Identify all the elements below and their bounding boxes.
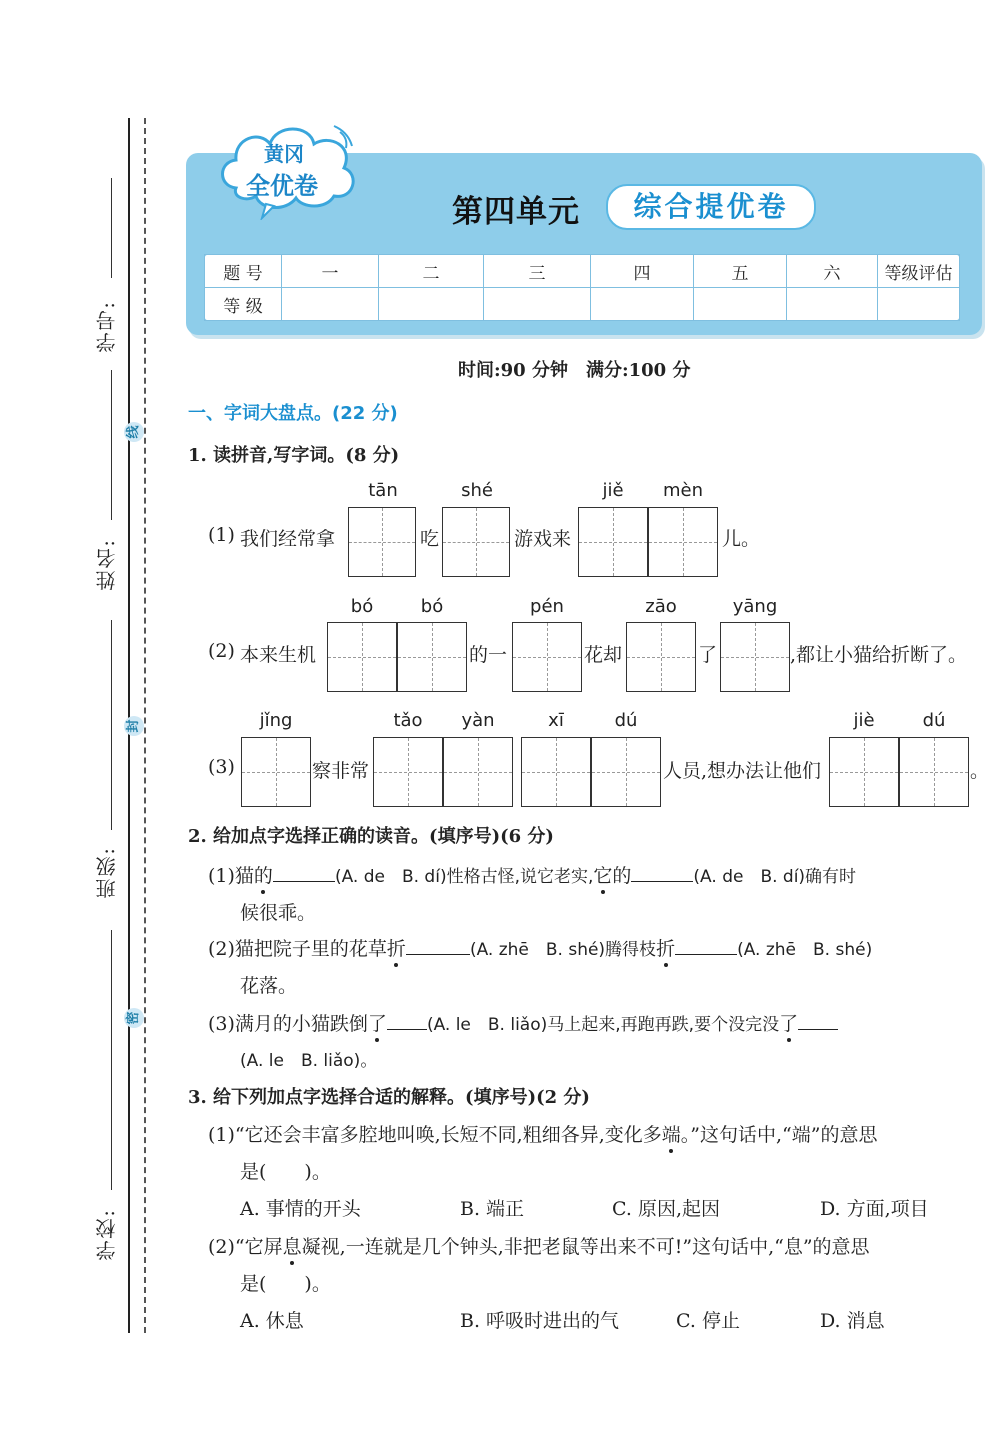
q2-title: 2. 给加点字选择正确的读音。(填序号)(6 分): [188, 826, 554, 847]
score-cell: 四: [591, 255, 694, 288]
score-cell: 一: [282, 255, 379, 288]
pinyin: bó: [350, 596, 374, 617]
dotted-char: 折: [386, 938, 406, 960]
pinyin: xī: [548, 710, 564, 731]
option: C. 停止: [676, 1310, 740, 1332]
dotted-char: 息: [282, 1236, 302, 1258]
text: (A. zhē B. shé)腾得枝: [469, 940, 657, 960]
dotted-char: 了: [367, 1013, 387, 1035]
school-label: 学校:: [95, 1208, 119, 1261]
text: 。”这句话中,“端”的意思: [680, 1124, 878, 1146]
text: (1)“它还会丰富多腔地叫唤,长短不同,粗细各异,变化多: [208, 1124, 662, 1146]
score-cell: 六: [787, 255, 878, 288]
answer-blank[interactable]: [675, 936, 737, 955]
grade-input-cell[interactable]: [379, 288, 484, 321]
unit-title: 第四单元: [452, 194, 580, 230]
q1-s2-text: 的一: [469, 644, 508, 666]
answer-blank[interactable]: [631, 863, 693, 882]
option: C. 原因,起因: [612, 1198, 720, 1220]
grade-input-cell[interactable]: [484, 288, 591, 321]
score-table-grade-row: [205, 288, 960, 321]
q2-item-2-cont: 花落。: [240, 975, 298, 997]
writing-box[interactable]: [397, 622, 467, 692]
dotted-char: 它: [593, 865, 613, 887]
q2-item-1-cont: 候很乖。: [240, 902, 317, 924]
text: (A. de B. dí)性格古怪,说它老实,: [334, 867, 594, 887]
q1-s3-text: 察非常: [312, 760, 370, 782]
pinyin: shé: [461, 480, 493, 501]
score-table: [204, 254, 960, 321]
dotted-char: 的: [253, 865, 273, 887]
text: 的: [612, 865, 632, 887]
q2-item-3-cont: (A. le B. liǎo)。: [240, 1051, 378, 1071]
q1-s1-text: 游戏来: [514, 528, 572, 550]
brand-line2: 全优卷: [246, 172, 318, 200]
writing-box[interactable]: [327, 622, 397, 692]
q1-s3-num: (3): [208, 756, 235, 778]
dotted-char: 了: [779, 1013, 799, 1035]
text: (1)猫: [208, 865, 254, 887]
answer-blank[interactable]: [798, 1011, 838, 1030]
q3-item-1-answer[interactable]: 是( )。: [240, 1161, 331, 1183]
pinyin: bó: [420, 596, 444, 617]
option: A. 事情的开头: [240, 1198, 361, 1220]
grade-input-cell[interactable]: [878, 288, 960, 321]
pinyin: tǎo: [393, 710, 423, 731]
score-cell: 五: [694, 255, 787, 288]
q1-s3-text: 。: [970, 760, 990, 782]
marker-seal: 封: [124, 716, 144, 736]
score-cell: 等级评估: [878, 255, 960, 288]
q1-s1-num: (1): [208, 524, 235, 546]
score-cell: 二: [379, 255, 484, 288]
text: (2)猫把院子里的花草: [208, 938, 387, 960]
option: A. 休息: [240, 1310, 304, 1332]
text: (3)满月的小猫跌倒: [208, 1013, 368, 1035]
score-cell: 等 级: [205, 288, 282, 321]
q2-item-1: [208, 861, 856, 888]
q1-s1-text: 我们经常拿: [240, 528, 336, 550]
q1-title: 1. 读拼音,写字词。(8 分): [188, 445, 400, 466]
pinyin: tān: [368, 480, 398, 501]
q1-s2-text: 本来生机: [240, 644, 317, 666]
writing-box[interactable]: [442, 507, 510, 577]
exam-type-badge: 综合提优卷: [606, 184, 816, 230]
q1-s2-text: ,都让小猫给折断了。: [790, 644, 968, 666]
score-table-header-row: [205, 255, 960, 288]
class-label: 班级:: [95, 846, 119, 899]
name-label: 姓名:: [95, 538, 119, 591]
class-blank[interactable]: [111, 620, 112, 830]
school-blank[interactable]: [111, 930, 112, 1190]
grade-input-cell[interactable]: [282, 288, 379, 321]
pinyin: zāo: [645, 596, 677, 617]
pinyin: pén: [530, 596, 564, 617]
pinyin: yàn: [461, 710, 495, 731]
option: B. 端正: [460, 1198, 525, 1220]
writing-box[interactable]: [720, 622, 790, 692]
pinyin: jiě: [602, 480, 624, 501]
q2-item-3: [208, 1009, 838, 1036]
grade-input-cell[interactable]: [787, 288, 878, 321]
writing-box[interactable]: [348, 507, 416, 577]
q2-item-2: [208, 934, 872, 961]
writing-box[interactable]: [591, 737, 661, 807]
writing-box[interactable]: [626, 622, 696, 692]
q1-s1-text: 儿。: [722, 528, 761, 550]
q3-title: 3. 给下列加点字选择合适的解释。(填序号)(2 分): [188, 1087, 590, 1108]
score-cell: 三: [484, 255, 591, 288]
pinyin: yāng: [732, 596, 778, 617]
q1-s1-text: 吃: [420, 528, 440, 550]
text: 凝视,一连就是几个钟头,非把老鼠等出来不可!”这句话中,“息”的意思: [301, 1236, 870, 1258]
grade-input-cell[interactable]: [591, 288, 694, 321]
q1-s3-text: 人员,想办法让他们: [663, 760, 822, 782]
student-no-label: 学号:: [95, 300, 119, 353]
dotted-char: 端: [661, 1124, 681, 1146]
section-1-title: 一、字词大盘点。(22 分): [188, 403, 398, 424]
writing-box[interactable]: [899, 737, 969, 807]
student-no-blank[interactable]: [111, 178, 112, 278]
writing-box[interactable]: [373, 737, 443, 807]
writing-box[interactable]: [241, 737, 311, 807]
brand-line1: 黄冈: [264, 142, 304, 166]
grade-input-cell[interactable]: [694, 288, 787, 321]
option: D. 方面,项目: [820, 1198, 929, 1220]
writing-box[interactable]: [443, 737, 513, 807]
option: D. 消息: [820, 1310, 885, 1332]
binding-dashed-line: [144, 118, 146, 1333]
dotted-char: 折: [656, 938, 676, 960]
q1-s2-text: 了: [698, 644, 718, 666]
answer-blank[interactable]: [273, 863, 335, 882]
text: (A. le B. liǎo)马上起来,再跑再跌,要个没完没: [426, 1015, 780, 1035]
pinyin: jiè: [853, 710, 875, 731]
writing-box[interactable]: [578, 507, 648, 577]
q1-s2-num: (2): [208, 640, 235, 662]
q3-item-2-answer[interactable]: 是( )。: [240, 1273, 331, 1295]
exam-info: 时间:90 分钟 满分:100 分: [458, 360, 691, 381]
pinyin: dú: [614, 710, 638, 731]
pinyin: mèn: [662, 480, 704, 501]
marker-line: 线: [124, 422, 144, 442]
score-cell: 题 号: [205, 255, 282, 288]
pinyin: jǐng: [259, 710, 293, 731]
marker-secret: 密: [124, 1008, 144, 1028]
writing-box[interactable]: [512, 622, 582, 692]
writing-box[interactable]: [521, 737, 591, 807]
q3-item-2: [208, 1232, 870, 1259]
writing-box[interactable]: [829, 737, 899, 807]
text: (A. zhē B. shé): [737, 940, 873, 960]
option: B. 呼吸时进出的气: [460, 1310, 620, 1332]
text: (A. de B. dí)确有时: [693, 867, 857, 887]
text: (2)“它屏: [208, 1236, 283, 1258]
answer-blank[interactable]: [387, 1011, 427, 1030]
pinyin: dú: [922, 710, 946, 731]
q1-s2-text: 花却: [584, 644, 623, 666]
writing-box[interactable]: [648, 507, 718, 577]
q3-item-1: [208, 1120, 877, 1147]
answer-blank[interactable]: [406, 936, 470, 955]
name-blank[interactable]: [111, 370, 112, 520]
